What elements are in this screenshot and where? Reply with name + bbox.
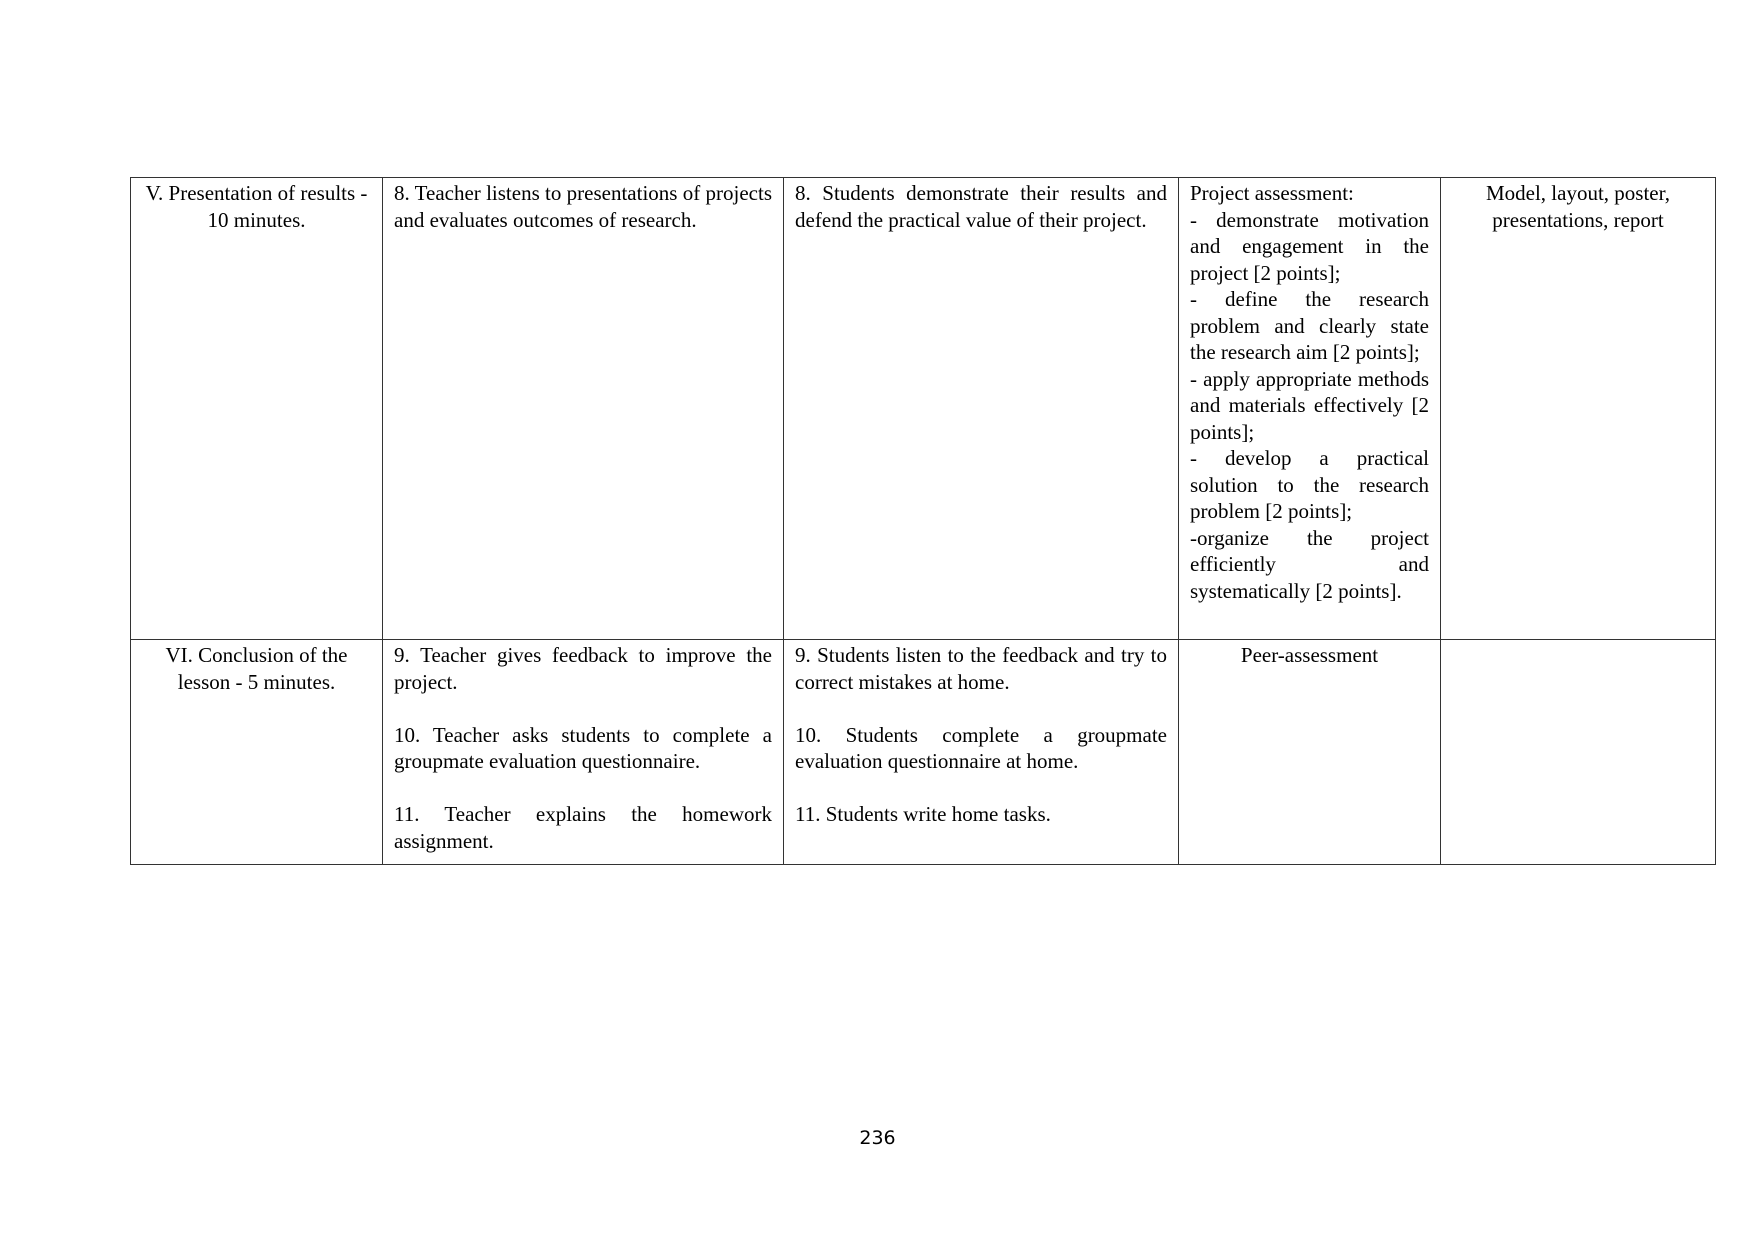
student-activity-text: 8. Students demonstrate their results and defend the practical value of their project. bbox=[795, 181, 1167, 232]
assessment-criterion: - develop a practical solution to the research problem [2 points]; bbox=[1190, 446, 1429, 523]
stage-text: V. Presentation of results - 10 minutes. bbox=[145, 181, 368, 232]
student-activity-text: 10. Students complete a groupmate evaluation questionnaire at home. bbox=[795, 722, 1167, 773]
assessment-cell bbox=[1179, 178, 1441, 640]
stage-text: VI. Conclusion of the lesson - 5 minutes. bbox=[165, 643, 348, 694]
stage-cell bbox=[131, 178, 383, 640]
teacher-activity-text: 10. Teacher asks students to complete a groupmate evaluation questionnaire. bbox=[394, 722, 772, 773]
teacher-activity-cell bbox=[383, 178, 784, 640]
assessment-criterion: - demonstrate motivation and engagement in the project [2 points]; bbox=[1190, 207, 1429, 285]
lesson-plan-table bbox=[130, 177, 1716, 865]
assessment-cell bbox=[1179, 640, 1441, 865]
teacher-activity-text: 9. Teacher gives feedback to improve the project. bbox=[394, 643, 772, 694]
page-number: 236 bbox=[859, 1127, 896, 1149]
student-activity-text: 9. Students listen to the feedback and try to correct mistakes at home. bbox=[795, 643, 1167, 694]
assessment-criterion: - define the research problem and clearly state the research aim [2 points]; bbox=[1190, 287, 1429, 364]
student-activity-cell bbox=[784, 640, 1179, 865]
table-row bbox=[131, 640, 1716, 865]
student-activity-text: 11. Students write home tasks. bbox=[795, 802, 1051, 826]
assessment-title: Peer-assessment bbox=[1240, 643, 1379, 667]
teacher-activity-cell bbox=[383, 640, 784, 865]
resources-text: Model, layout, poster, presentations, report bbox=[1485, 181, 1671, 232]
assessment-criterion: - apply appropriate methods and materials effectively [2 points]; bbox=[1190, 366, 1429, 444]
resources-cell bbox=[1441, 178, 1716, 640]
stage-cell bbox=[131, 640, 383, 865]
teacher-activity-text: 8. Teacher listens to presentations of projects and evaluates outcomes of research. bbox=[394, 181, 772, 232]
assessment-title: Project assessment: bbox=[1190, 181, 1354, 205]
student-activity-cell bbox=[784, 178, 1179, 640]
assessment-criterion: -organize the project efficiently and systematically [2 points]. bbox=[1190, 525, 1429, 603]
teacher-activity-text: 11. Teacher explains the homework assignment. bbox=[394, 802, 772, 853]
table-row bbox=[131, 178, 1716, 640]
resources-cell bbox=[1441, 640, 1716, 865]
